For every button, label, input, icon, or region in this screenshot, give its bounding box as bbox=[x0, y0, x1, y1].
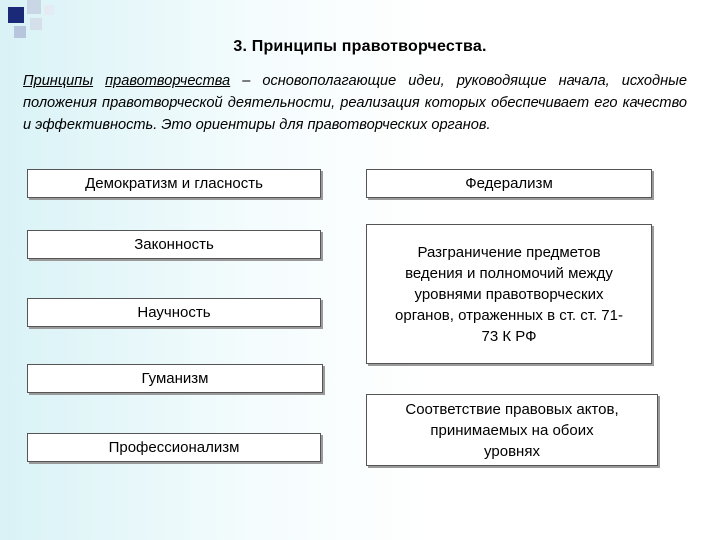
term-word-1: Принципы bbox=[23, 73, 94, 89]
principle-conformity bbox=[366, 394, 658, 466]
principle-professionalism bbox=[27, 433, 321, 462]
principle-delimitation bbox=[366, 224, 652, 364]
slide-title: 3. Принципы правотворчества. bbox=[233, 38, 487, 55]
principle-label: Гуманизм bbox=[141, 370, 209, 387]
principle-scientific bbox=[27, 298, 321, 327]
principle-label: Соответствие правовых актов, принимаемых на обоих уровнях bbox=[405, 400, 619, 460]
principle-label: Научность bbox=[137, 304, 211, 321]
principle-federalism bbox=[366, 169, 652, 198]
principle-label: Разграничение предметов ведения и полномочий между уровнями правотворческих органов, отраженных в ст. ст. 71-73 К РФ bbox=[395, 243, 623, 345]
intro-paragraph bbox=[23, 70, 687, 136]
principle-democracy bbox=[27, 169, 321, 198]
principle-humanism bbox=[27, 364, 323, 393]
principle-label: Федерализм bbox=[465, 175, 553, 192]
principle-label: Демократизм и гласность bbox=[85, 175, 263, 192]
definition-text: – основополагающие идеи, руководящие начала, исходные положения правотворческой деятельности, реализация которых обеспечивает его качество и эффективность. Это ориентиры для правотворческих органов. bbox=[23, 73, 687, 133]
principle-legality bbox=[27, 230, 321, 259]
principle-label: Профессионализм bbox=[108, 439, 240, 456]
term-word-2: правотворчества bbox=[105, 73, 231, 89]
principle-label: Законность bbox=[134, 236, 214, 253]
